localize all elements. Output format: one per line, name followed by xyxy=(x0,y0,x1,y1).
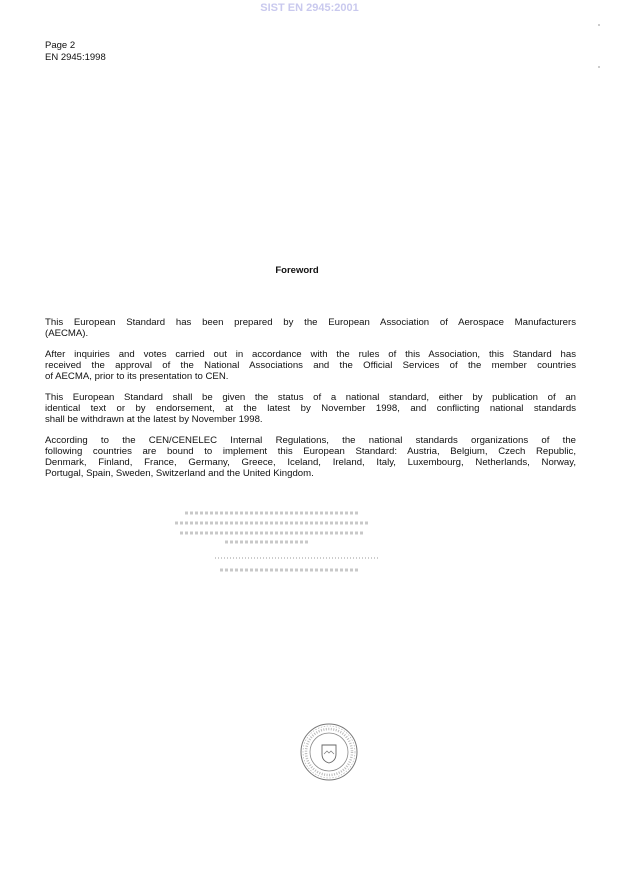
text-line: (AECMA). xyxy=(45,328,89,339)
text-line: After inquiries and votes carried out in accordance with the rules of this Association, this Standard has xyxy=(45,349,576,360)
text-line: This European Standard has been prepared by the European Association of Aerospace Manufacturers xyxy=(45,317,576,328)
paragraph xyxy=(45,392,576,425)
page-number: Page 2 xyxy=(45,40,76,51)
text-line: following countries are bound to implement this European Standard: Austria, Belgium, Czech Republic, xyxy=(45,446,576,457)
foreword-body xyxy=(45,317,576,489)
watermark: SIST EN 2945:2001 xyxy=(260,2,359,14)
text-line: Portugal, Spain, Sweden, Switzerland and the United Kingdom. xyxy=(45,468,314,479)
official-seal xyxy=(299,722,359,782)
text-line: Denmark, Finland, France, Germany, Greece, Iceland, Ireland, Italy, Luxembourg, Netherlands, Norway, xyxy=(45,457,576,468)
text-line: of AECMA, prior to its presentation to CEN. xyxy=(45,371,229,382)
document-id: EN 2945:1998 xyxy=(45,52,106,63)
page-header xyxy=(45,40,106,64)
paragraph xyxy=(45,435,576,479)
text-line: This European Standard shall be given the status of a national standard, either by publication of an xyxy=(45,392,576,403)
text-line: According to the CEN/CENELEC Internal Regulations, the national standards organizations of the xyxy=(45,435,576,446)
scan-speck xyxy=(598,66,600,68)
scan-speck xyxy=(598,24,600,26)
paragraph xyxy=(45,349,576,382)
text-line: received the approval of the National Associations and the Official Services of the member countries xyxy=(45,360,576,371)
paragraph xyxy=(45,317,576,339)
text-line: shall be withdrawn at the latest by November 1998. xyxy=(45,414,263,425)
section-title: Foreword xyxy=(275,265,319,276)
faded-stamp-marks xyxy=(160,508,400,578)
text-line: identical text or by endorsement, at the latest by November 1998, and conflicting national standards xyxy=(45,403,576,414)
